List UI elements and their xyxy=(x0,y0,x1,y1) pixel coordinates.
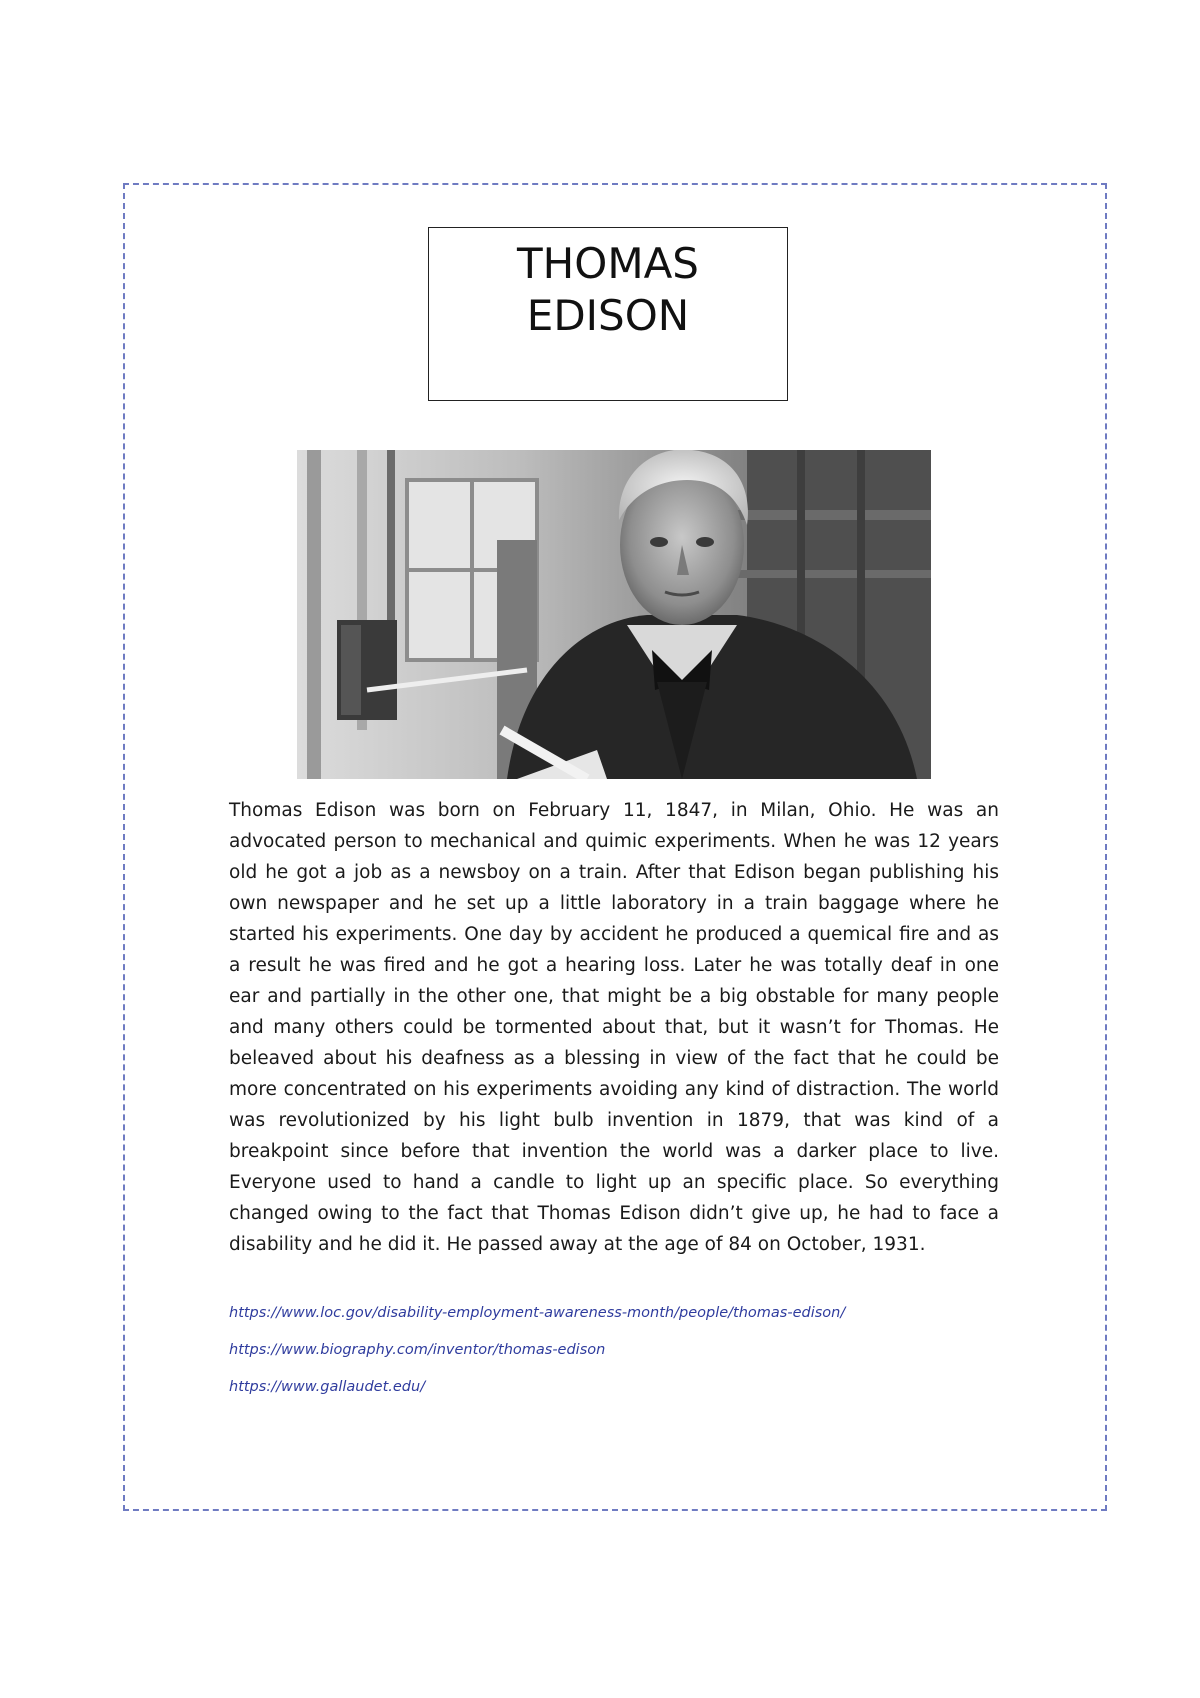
title-line-1: THOMAS xyxy=(517,239,699,288)
references-list xyxy=(229,1303,1009,1414)
photo-portrait-icon xyxy=(297,450,931,779)
reference-link-loc[interactable]: https://www.loc.gov/disability-employment-awareness-month/people/thomas-edison/ xyxy=(229,1305,846,1321)
title-line-2: EDISON xyxy=(526,291,690,340)
reference-link-gallaudet[interactable]: https://www.gallaudet.edu/ xyxy=(229,1379,426,1395)
portrait-photo xyxy=(297,450,931,779)
title-box xyxy=(428,227,788,401)
reference-link-biography[interactable]: https://www.biography.com/inventor/thomas-edison xyxy=(229,1342,606,1358)
biography-paragraph: Thomas Edison was born on February 11, 1847, in Milan, Ohio. He was an advocated person to mechanical and quimic experiments. When he was 12 years old he got a job as a newsboy on a train. After that Edison began publishing his own newspaper and he set up a little laboratory in a train baggage where he started his experiments. One day by accident he produced a quemical fire and as a result he was fired and he got a hearing loss. Later he was totally deaf in one ear and partially in the other one, that might be a big obstable for many people and many others could be tormented about that, but it wasn’t for Thomas. He beleaved about his deafness as a blessing in view of the fact that he could be more concentrated on his experiments avoiding any kind of distraction. The world was revolutionized by his light bulb invention in 1879, that was kind of a breakpoint since before that invention the world was a darker place to live. Everyone used to hand a candle to light up an specific place. So everything changed owing to the fact that Thomas Edison didn’t give up, he had to face a disability and he did it. He passed away at the age of 84 on October, 1931. xyxy=(229,800,999,1255)
